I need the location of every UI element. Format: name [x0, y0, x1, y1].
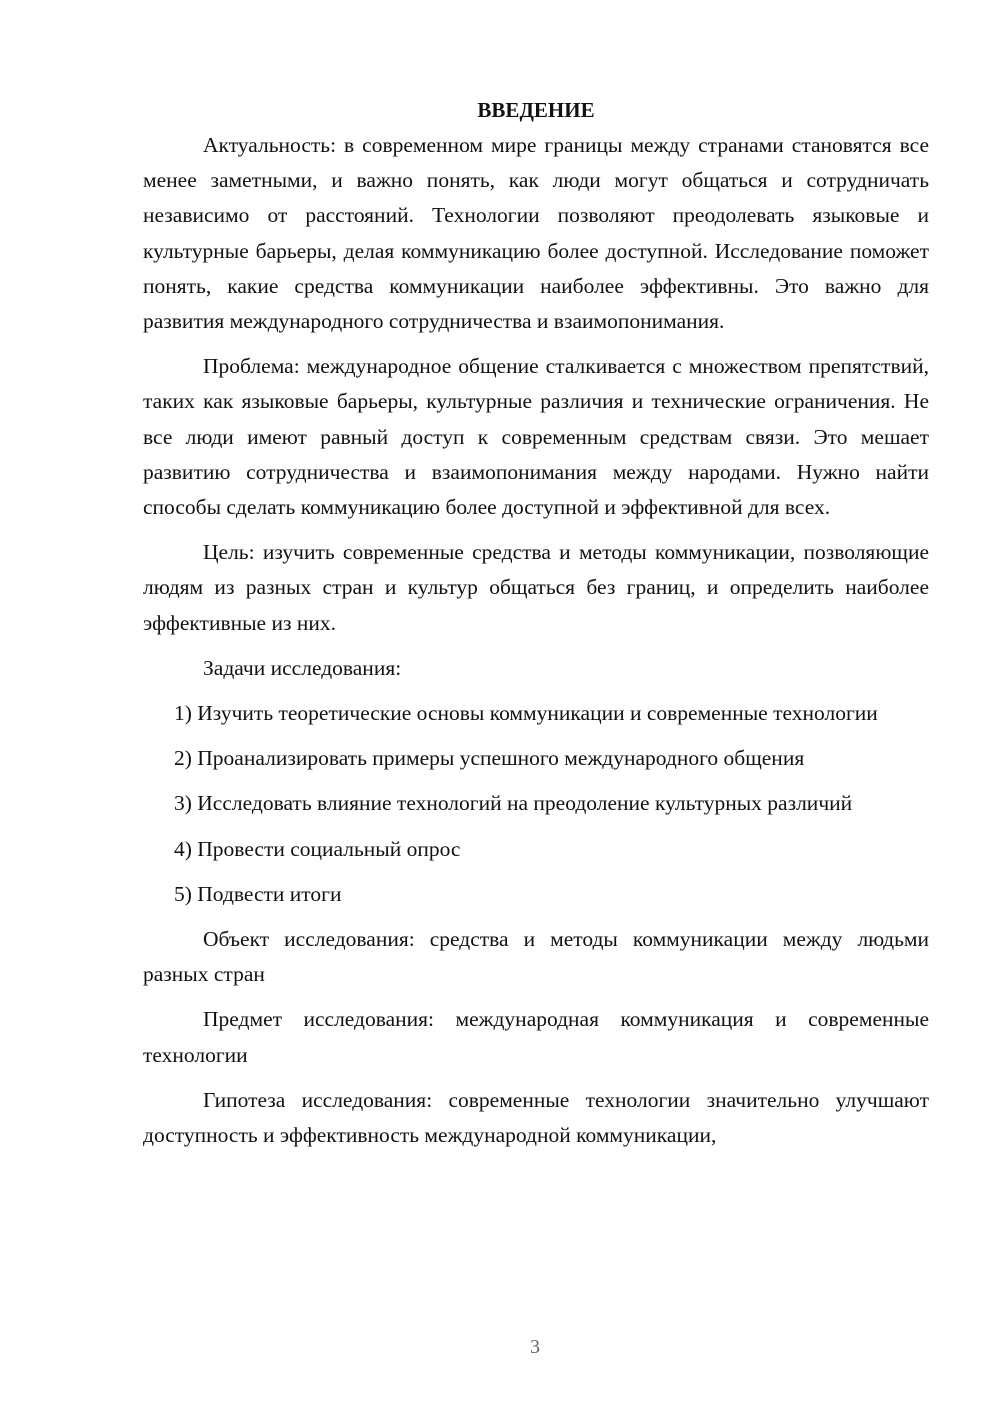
paragraph-hypothesis: Гипотеза исследования: современные технологии значительно улучшают доступность и эффективность международной коммуникации, [143, 1087, 929, 1148]
page-title: ВВЕДЕНИЕ [477, 98, 595, 122]
paragraph-problem: Проблема: международное общение сталкивается с множеством препятствий, таких как языковые барьеры, культурные различия и технические ограничения. Не все люди имеют равный доступ к современным средствам связи. Это мешает развитию сотрудничества и взаимопонимания между народами. Нужно найти способы сделать коммуникацию более доступной и эффективной для всех. [143, 354, 929, 520]
page-number: 3 [530, 1336, 540, 1358]
list-item: 4) Провести социальный опрос [174, 836, 461, 861]
list-item: 5) Подвести итоги [174, 881, 342, 906]
page-content [143, 92, 929, 1153]
list-item: 3) Исследовать влияние технологий на преодоление культурных различий [174, 791, 853, 816]
paragraph-object: Объект исследования: средства и методы коммуникации между людьми разных стран [143, 927, 929, 987]
list-item: 2) Проанализировать примеры успешного международного общения [174, 746, 805, 771]
paragraph-subject: Предмет исследования: международная коммуникация и современные технологии [143, 1007, 929, 1067]
tasks-heading: Задачи исследования: [203, 655, 402, 680]
paragraph-relevance: Актуальность: в современном мире границы между странами становятся все менее заметными, и важно понять, как люди могут общаться и сотрудничать независимо от расстояний. Технологии позволяют преодолевать языковые и культурные барьеры, делая коммуникацию более доступной. Исследование поможет понять, какие средства коммуникации наиболее эффективны. Это важно для развития международного сотрудничества и взаимопонимания. [143, 133, 929, 334]
list-item: 1) Изучить теоретические основы коммуникации и современные технологии [174, 701, 878, 726]
paragraph-goal: Цель: изучить современные средства и методы коммуникации, позволяющие людям из разных стран и культур общаться без границ, и определить наиболее эффективные из них. [143, 540, 929, 635]
